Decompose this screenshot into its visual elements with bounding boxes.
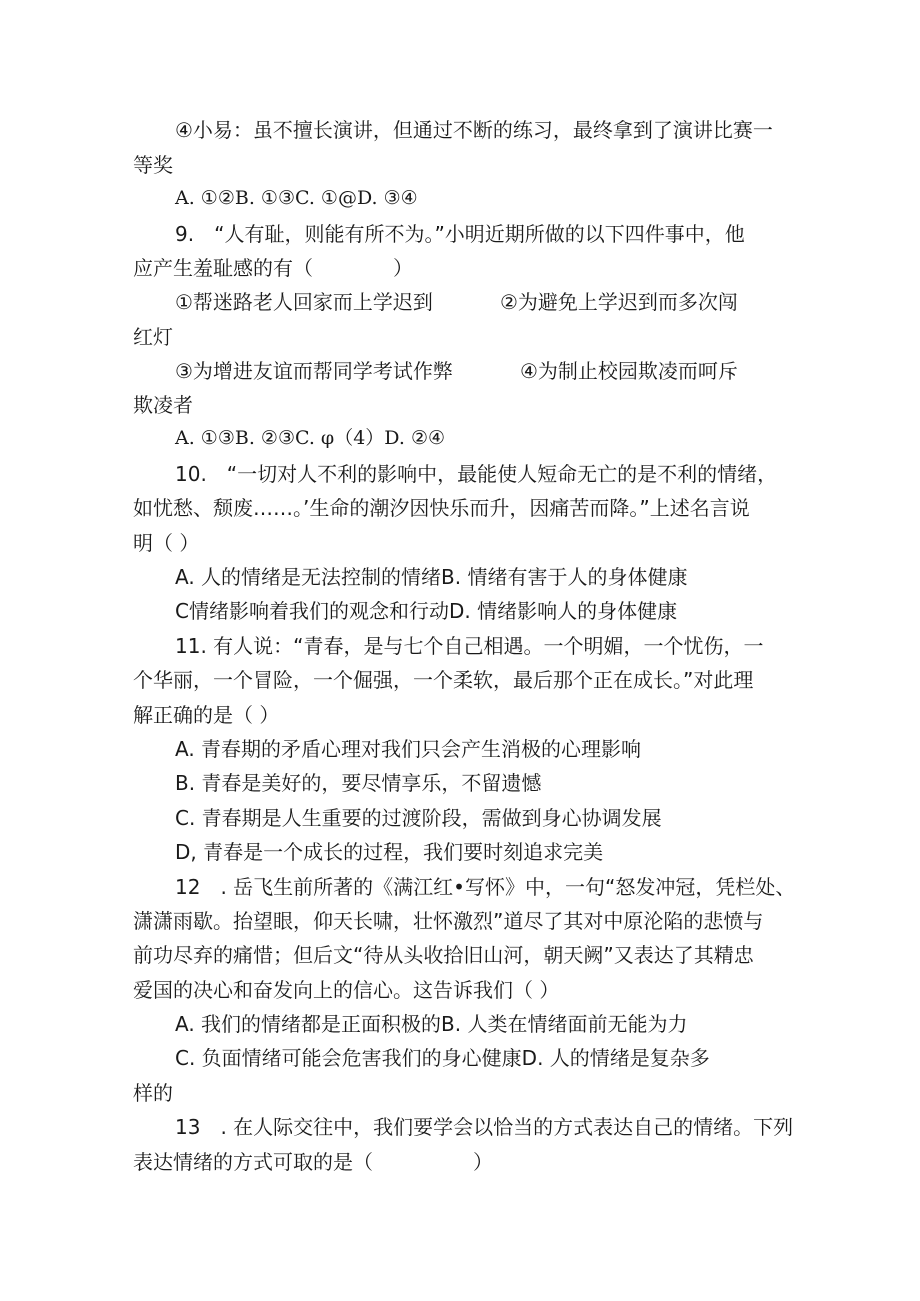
q11-option-c: C. 青春期是人生重要的过渡阶段，需做到身心协调发展 (175, 806, 662, 830)
q10-stem-cont: 如忧愁、颓废……。’生命的潮汐因快乐而升，因痛苦而降。”上述名言说 (133, 496, 750, 520)
q10-stem: 10. “一切对人不利的影响中，最能使人短命无亡的是不利的情绪， (175, 462, 778, 486)
q11-stem: 11. 有人说：“青春，是与七个自己相遇。一个明媚，一个忧伤，一 (175, 634, 764, 658)
q11-option-a: A. 青春期的矛盾心理对我们只会产生消极的心理影响 (175, 737, 642, 761)
q10-options-cd: C情绪影响着我们的观念和行动D. 情绪影响人的身体健康 (175, 599, 678, 623)
q10-options-ab: A. 人的情绪是无法控制的情绪B. 情绪有害于人的身体健康 (175, 565, 688, 589)
q11-option-b: B. 青春是美好的，要尽情享乐，不留遗憾 (175, 771, 542, 795)
q9-item-1: ①帮迷路老人回家而上学迟到 (175, 290, 433, 314)
q12-stem: 12 . 岳飞生前所著的《满江红•写怀》中，一句“怒发冲冠，凭栏处、 (175, 875, 796, 899)
q8-answers: A. ①②B. ①③C. ①@D. ③④ (175, 187, 418, 209)
q12-options-ab: A. 我们的情绪都是正面积极的B. 人类在情绪面前无能为力 (175, 1012, 688, 1036)
q9-item-4: ④为制止校园欺凌而呵斥 (520, 359, 738, 383)
q11-stem-cont2: 解正确的是（ ） (133, 703, 280, 727)
q8-option-4-cont: 等奖 (133, 153, 173, 177)
q11-option-d: D, 青春是一个成长的过程，我们要时刻追求完美 (175, 840, 604, 864)
q10-stem-cont2: 明（ ） (133, 531, 200, 555)
q9-stem: 9. “人有耻，则能有所不为。”小明近期所做的以下四件事中，他 (175, 222, 745, 246)
q9-item-4-cont: 欺凌者 (133, 393, 193, 417)
q12-options-cd: C. 负面情绪可能会危害我们的身心健康D. 人的情绪是复杂多 (175, 1046, 710, 1070)
q9-item-3: ③为增进友谊而帮同学考试作弊 (175, 359, 453, 383)
q9-answers: A. ①③B. ②③C. φ（4）D. ②④ (175, 427, 446, 449)
q13-stem-cont: 表达情绪的方式可取的是（ ） (133, 1150, 493, 1174)
q11-stem-cont: 个华丽，一个冒险，一个倔强，一个柔软，最后那个正在成长。”对此理 (133, 668, 754, 692)
q12-options-cd-cont: 样的 (133, 1081, 173, 1105)
q9-item-2-cont: 红灯 (133, 325, 173, 349)
q13-stem: 13 . 在人际交往中，我们要学会以恰当的方式表达自己的情绪。下列 (175, 1115, 794, 1139)
q8-option-4: ④小易：虽不擅长演讲，但通过不断的练习，最终拿到了演讲比赛一 (175, 118, 773, 142)
q12-stem-cont3: 爱国的决心和奋发向上的信心。这告诉我们（ ） (133, 978, 560, 1002)
q12-stem-cont2: 前功尽弃的痛惜；但后文“待从头收拾旧山河，朝天阙”又表达了其精忠 (133, 943, 754, 967)
q9-stem-cont: 应产生羞耻感的有（ ） (133, 256, 413, 280)
q9-item-2: ②为避免上学迟到而多次闯 (500, 290, 738, 314)
q12-stem-cont: 潇潇雨歇。抬望眼，仰天长啸，壮怀激烈”道尽了其对中原沦陷的悲愤与 (133, 909, 764, 933)
